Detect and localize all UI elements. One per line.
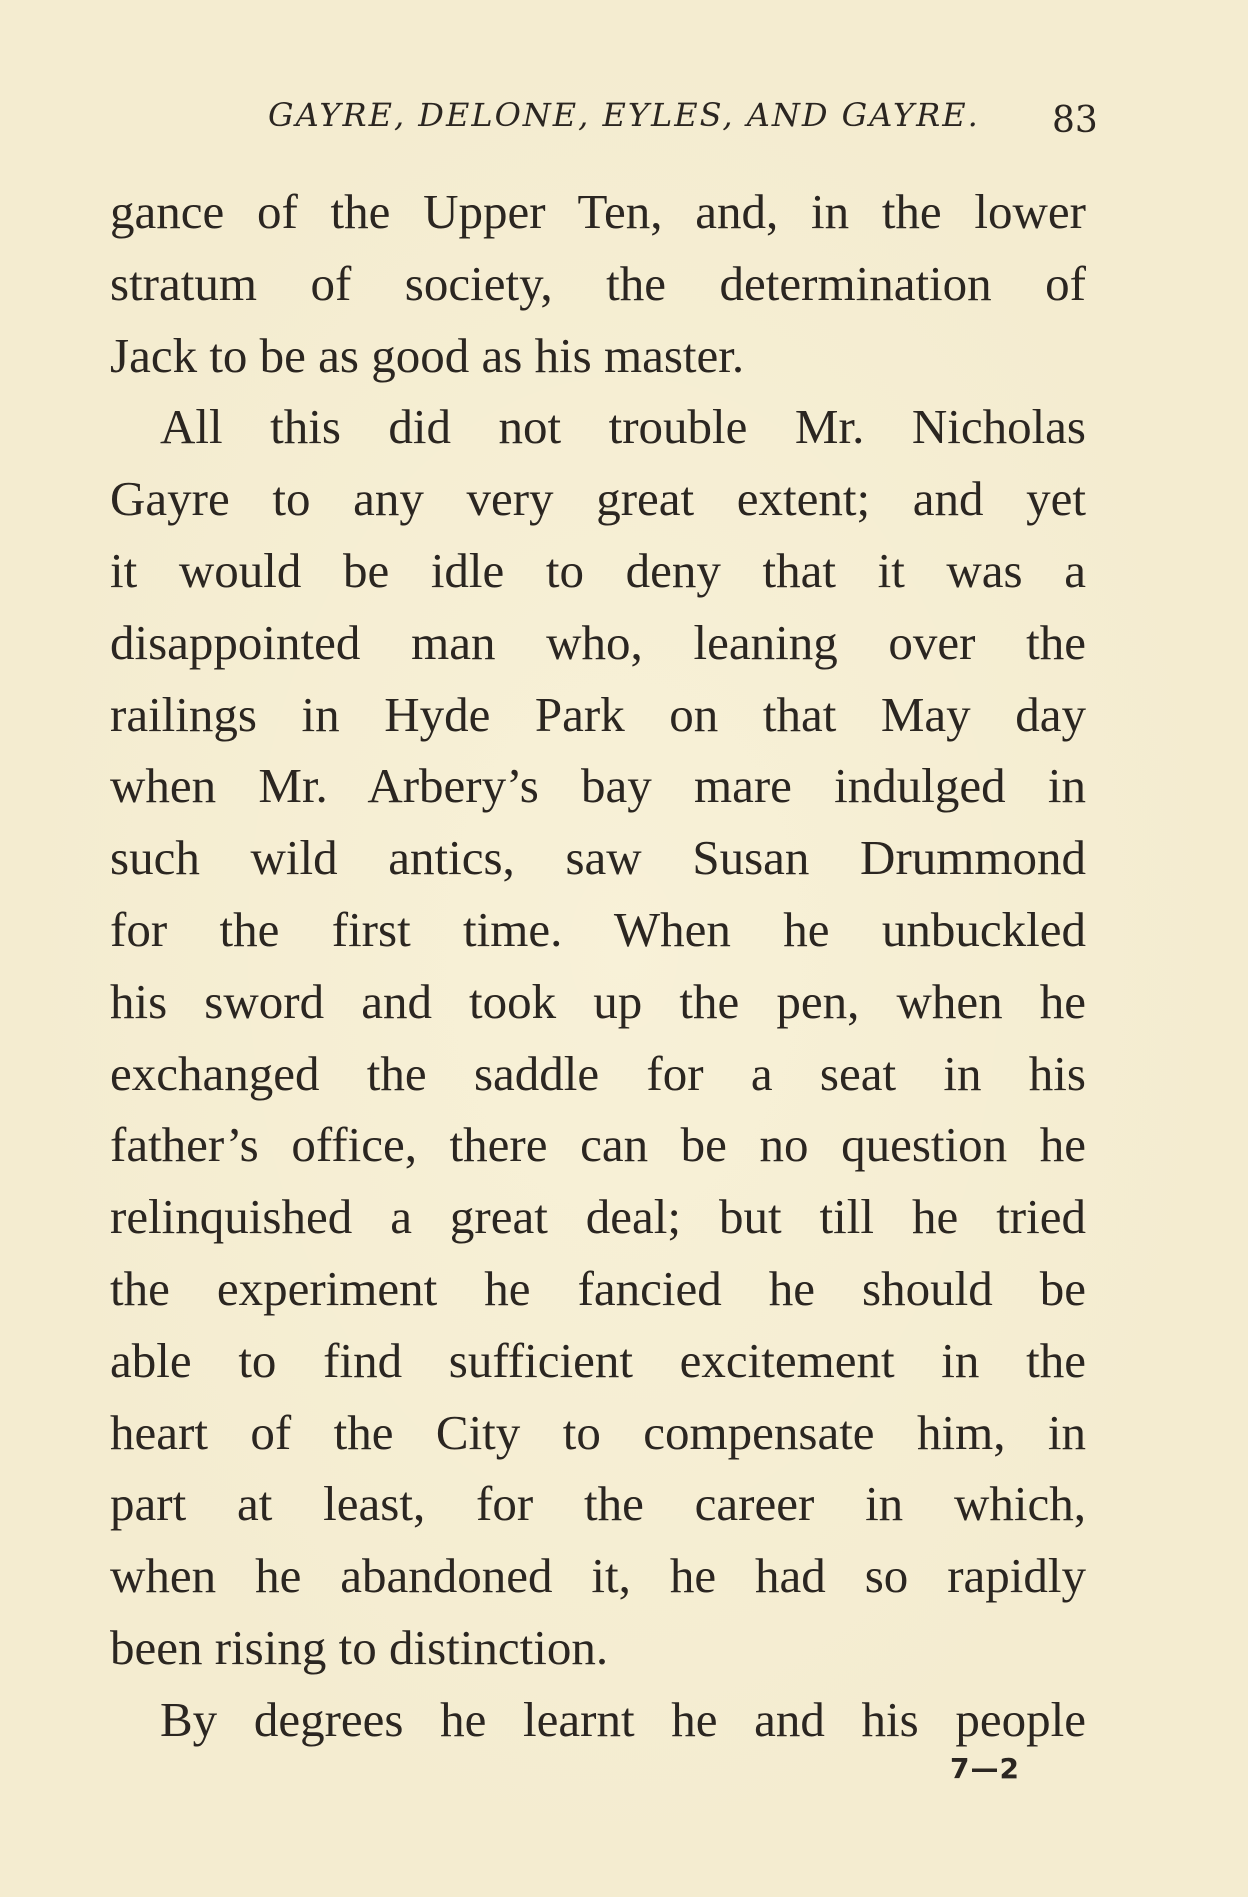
text-line: the experiment he fancied he should be <box>110 1260 1086 1316</box>
text-line: gance of the Upper Ten, and, in the lower <box>110 184 1086 239</box>
text-line: Gayre to any very great extent; and yet <box>110 471 1086 527</box>
text-line: it would be idle to deny that it was a <box>110 542 1086 598</box>
text-line: By degrees he learnt he and his people <box>160 1691 1086 1747</box>
text-line: All this did not trouble Mr. Nicholas <box>160 399 1086 455</box>
text-line: such wild antics, saw Susan Drummond <box>110 830 1086 886</box>
body-text <box>110 176 1086 1756</box>
text-line: for the first time. When he unbuckled <box>110 901 1086 957</box>
text-line: when Mr. Arbery’s bay mare indulged in <box>110 758 1086 814</box>
text-line: part at least, for the career in which, <box>110 1476 1086 1532</box>
text-line: railings in Hyde Park on that May day <box>110 686 1086 742</box>
text-line: disappointed man who, leaning over the <box>110 614 1086 670</box>
text-line: when he abandoned it, he had so rapidly <box>110 1548 1086 1604</box>
text-line: relinquished a great deal; but till he tried <box>110 1189 1086 1245</box>
text-line: been rising to distinction. <box>110 1619 609 1675</box>
text-line: father’s office, there can be no question he <box>110 1117 1086 1173</box>
page-number: 83 <box>1052 100 1098 141</box>
signature-mark: 7—2 <box>950 1752 1020 1785</box>
text-line: his sword and took up the pen, when he <box>110 973 1086 1029</box>
running-head: GAYRE, DELONE, EYLES, AND GAYRE. <box>268 96 980 134</box>
text-line: able to find sufficient excitement in the <box>110 1332 1086 1388</box>
text-line: exchanged the saddle for a seat in his <box>110 1045 1086 1101</box>
text-line: heart of the City to compensate him, in <box>110 1404 1086 1460</box>
text-line: Jack to be as good as his master. <box>110 327 745 383</box>
text-line: stratum of society, the determination of <box>110 255 1086 311</box>
